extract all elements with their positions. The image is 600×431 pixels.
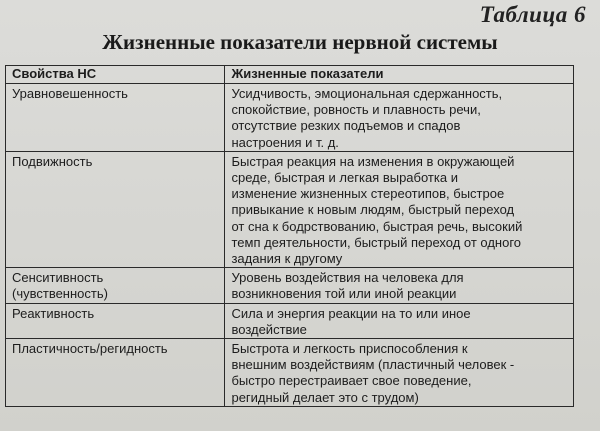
indicator-text: воздействие (231, 321, 307, 337)
indicator-text: спокойствие, ровность и плавность речи, (231, 102, 481, 118)
property-cell (6, 84, 225, 152)
table-row (6, 151, 574, 267)
indicator-text: возникновения той или иной реакции (231, 286, 457, 302)
table-title: Жизненные показатели нервной системы (102, 30, 498, 54)
table-number: Таблица 6 (479, 2, 586, 27)
column-header-indicators: Жизненные показатели (225, 66, 574, 84)
property-text: Сенситивность (12, 270, 104, 286)
indicator-text: регидный делает это с трудом) (231, 389, 419, 405)
indicator-text: настроения и т. д. (231, 134, 339, 150)
indicator-text: среде, быстрая и легкая выработка и (231, 170, 458, 186)
column-header-properties: Свойства НС (6, 66, 225, 84)
property-text: (чувственность) (12, 286, 108, 302)
property-cell (6, 339, 225, 407)
indicator-text: Быстрая реакция на изменения в окружающей (231, 153, 515, 169)
indicator-text: внешним воздействиям (пластичный человек - (231, 357, 515, 373)
indicator-text: Уровень воздействия на человека для (231, 270, 464, 286)
indicator-text: изменение жизненных стереотипов, быстрое (231, 186, 505, 202)
indicators-cell (225, 151, 574, 267)
table-header-row (6, 66, 574, 84)
indicator-text: Сила и энергия реакции на то или иное (231, 305, 471, 321)
table-row (6, 268, 574, 303)
indicators-cell (225, 303, 574, 338)
table-row (6, 303, 574, 338)
property-text: Уравновешенность (12, 86, 128, 101)
property-text: Подвижность (12, 153, 93, 169)
indicator-text: задания к другому (231, 251, 343, 267)
nervous-system-table (5, 65, 574, 407)
table-body (6, 84, 574, 407)
table-row (6, 339, 574, 407)
property-cell (6, 303, 225, 338)
indicator-text: отсутствие резких подъемов и спадов (231, 118, 461, 134)
indicator-text: Усидчивость, эмоциональная сдержанность, (231, 86, 503, 101)
indicator-text: темп деятельности, быстрый переход от одного (231, 234, 522, 250)
indicator-text: Быстрота и легкость приспособления к (231, 341, 468, 357)
indicators-cell (225, 339, 574, 407)
indicator-text: быстро перестраивает свое поведение, (231, 373, 472, 389)
property-cell (6, 151, 225, 267)
indicators-cell (225, 268, 574, 303)
property-text: Пластичность/регидность (12, 341, 168, 357)
property-text: Реактивность (12, 305, 95, 321)
indicator-text: от сна к бодрствованию, быстрая речь, высокий (231, 218, 523, 234)
indicator-text: привыкание к новым людям, быстрый переход (231, 202, 515, 218)
indicators-cell (225, 84, 574, 152)
property-cell (6, 268, 225, 303)
table-row (6, 84, 574, 152)
